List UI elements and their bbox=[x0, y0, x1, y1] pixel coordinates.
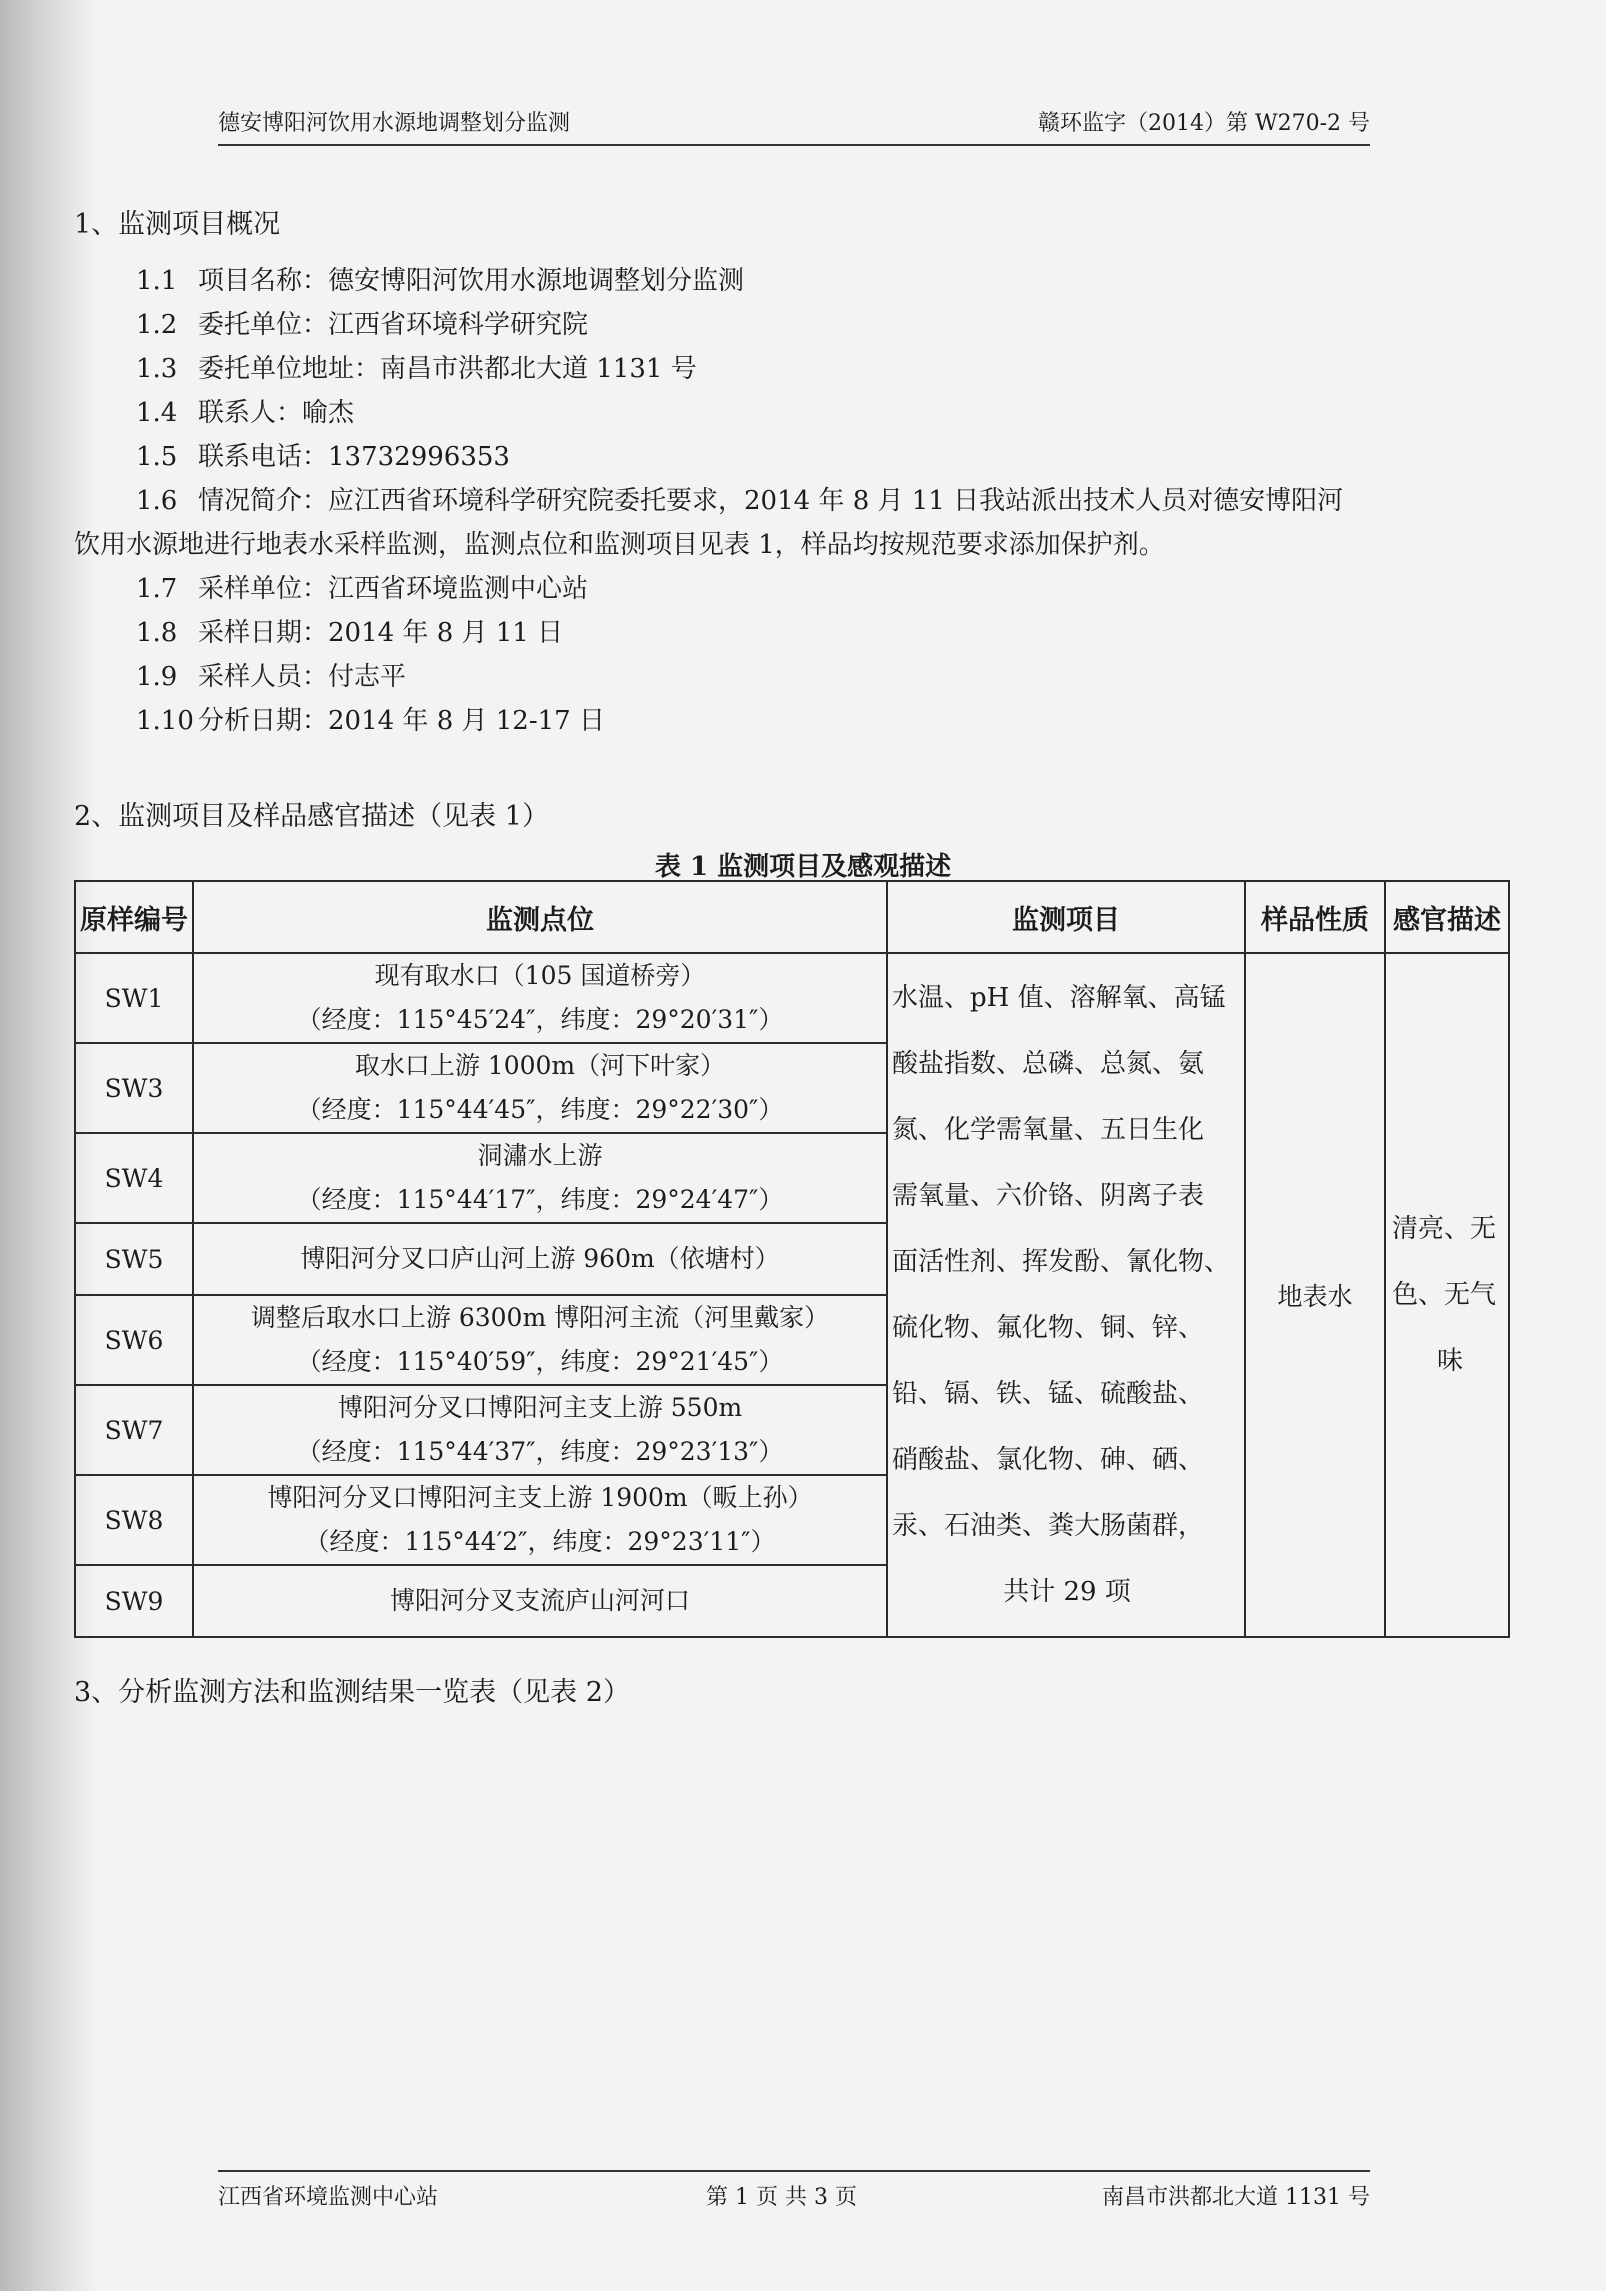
sample-location: 洞潚水上游 （经度：115°44′17″，纬度：29°24′47″） bbox=[193, 1133, 887, 1223]
footer-page-number: 第 1 页 共 3 页 bbox=[706, 2185, 857, 2210]
sample-location: 调整后取水口上游 6300m 博阳河主流（河里戴家） （经度：115°40′59″，纬度：29°21′45″） bbox=[193, 1295, 887, 1385]
monitoring-items: 水温、pH 值、溶解氧、高锰 酸盐指数、总磷、总氮、氨 氮、化学需氧量、五日生化 需氧量、六价铬、阴离子表 面活性剂、挥发酚、氰化物、 硫化物、氟化物、铜、锌、 铅、镉、铁、锰、硫酸盐、 硝酸盐、氯化物、砷、硒、 汞、石油类、粪大肠菌群， 共计 29 项 bbox=[887, 953, 1245, 1637]
item-1-8: 1.8 采样日期：2014 年 8 月 11 日 bbox=[136, 618, 564, 648]
table1 bbox=[74, 880, 1510, 1638]
sample-id: SW5 bbox=[75, 1223, 193, 1295]
sample-location: 博阳河分叉口博阳河主支上游 1900m（畈上孙） （经度：115°44′2″，纬度：29°23′11″） bbox=[193, 1475, 887, 1565]
table-row bbox=[75, 953, 1509, 1043]
item-1-6-continued: 饮用水源地进行地表水采样监测，监测点位和监测项目见表 1，样品均按规范要求添加保护剂。 bbox=[74, 530, 1165, 560]
item-1-1: 1.1 项目名称：德安博阳河饮用水源地调整划分监测 bbox=[136, 266, 745, 296]
item-1-9: 1.9 采样人员：付志平 bbox=[136, 662, 407, 692]
sample-id: SW6 bbox=[75, 1295, 193, 1385]
sample-id: SW8 bbox=[75, 1475, 193, 1565]
sample-location: 博阳河分叉支流庐山河河口 bbox=[193, 1565, 887, 1637]
col-header-items: 监测项目 bbox=[887, 881, 1245, 953]
page-footer bbox=[218, 2170, 1370, 2212]
table1-title: 表 1 监测项目及感观描述 bbox=[654, 852, 952, 882]
item-1-4: 1.4 联系人：喻杰 bbox=[136, 398, 355, 428]
item-1-2: 1.2 委托单位：江西省环境科学研究院 bbox=[136, 310, 589, 340]
sample-location: 现有取水口（105 国道桥旁） （经度：115°45′24″，纬度：29°20′31″） bbox=[193, 953, 887, 1043]
item-1-7: 1.7 采样单位：江西省环境监测中心站 bbox=[136, 574, 589, 604]
sample-location: 博阳河分叉口博阳河主支上游 550m （经度：115°44′37″，纬度：29°23′13″） bbox=[193, 1385, 887, 1475]
item-1-10: 1.10 分析日期：2014 年 8 月 12-17 日 bbox=[136, 706, 605, 736]
sample-location: 取水口上游 1000m（河下叶家） （经度：115°44′45″，纬度：29°22′30″） bbox=[193, 1043, 887, 1133]
col-header-description: 感官描述 bbox=[1385, 881, 1509, 953]
sample-id: SW1 bbox=[75, 953, 193, 1043]
sample-id: SW4 bbox=[75, 1133, 193, 1223]
col-header-nature: 样品性质 bbox=[1245, 881, 1385, 953]
page-header bbox=[218, 104, 1370, 146]
item-1-3: 1.3 委托单位地址：南昌市洪都北大道 1131 号 bbox=[136, 354, 697, 384]
items-total: 共计 29 项 bbox=[1003, 1577, 1131, 1607]
item-1-6: 1.6 情况简介：应江西省环境科学研究院委托要求，2014 年 8 月 11 日我站派出技术人员对德安博阳河 bbox=[136, 486, 1344, 516]
header-doc-number: 赣环监字（2014）第 W270-2 号 bbox=[1037, 111, 1370, 136]
section1-title: 1、监测项目概况 bbox=[74, 209, 281, 240]
footer-organization: 江西省环境监测中心站 bbox=[218, 2185, 439, 2210]
sensory-description: 清亮、无 色、无气 味 bbox=[1385, 953, 1509, 1637]
section3-title: 3、分析监测方法和监测结果一览表（见表 2） bbox=[74, 1677, 630, 1708]
footer-address: 南昌市洪都北大道 1131 号 bbox=[1102, 2185, 1370, 2210]
sample-id: SW3 bbox=[75, 1043, 193, 1133]
col-header-id: 原样编号 bbox=[75, 881, 193, 953]
table-header-row bbox=[75, 881, 1509, 953]
item-1-5: 1.5 联系电话：13732996353 bbox=[136, 442, 510, 472]
sample-id: SW9 bbox=[75, 1565, 193, 1637]
sample-location: 博阳河分叉口庐山河上游 960m（依塘村） bbox=[193, 1223, 887, 1295]
section2-title: 2、监测项目及样品感官描述（见表 1） bbox=[74, 801, 549, 832]
header-title: 德安博阳河饮用水源地调整划分监测 bbox=[218, 111, 571, 136]
sample-id: SW7 bbox=[75, 1385, 193, 1475]
sample-nature: 地表水 bbox=[1245, 953, 1385, 1637]
col-header-location: 监测点位 bbox=[193, 881, 887, 953]
